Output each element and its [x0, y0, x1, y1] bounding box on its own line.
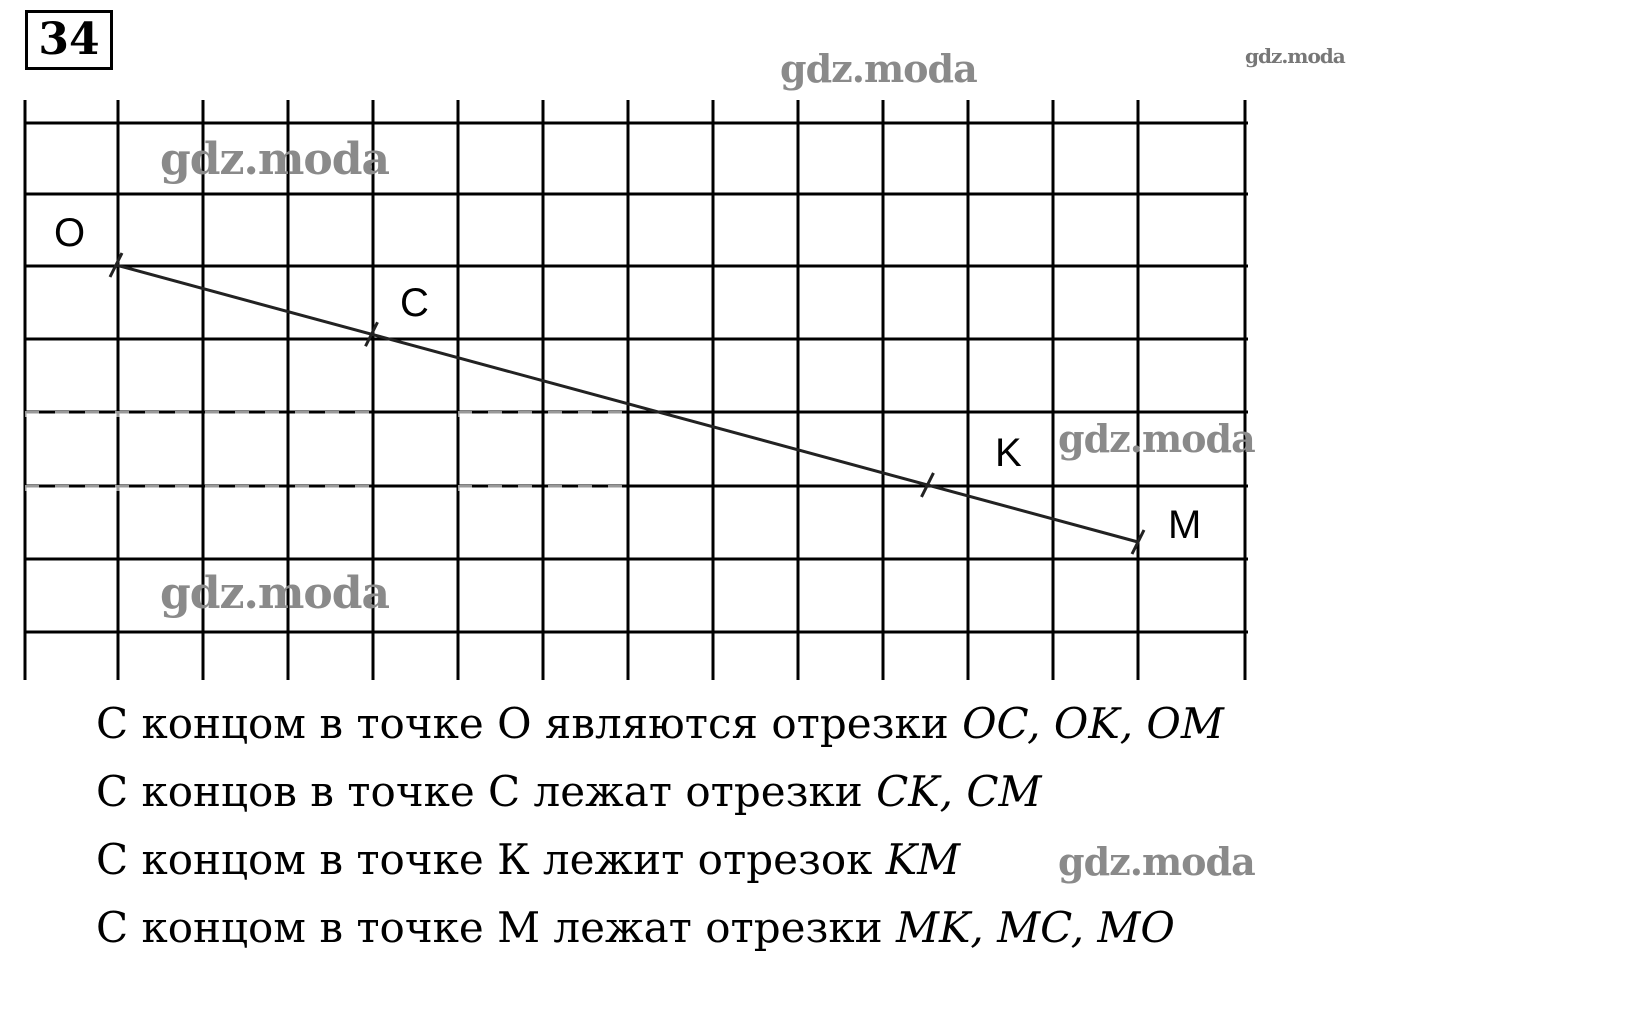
- answer-segments: CK, CM: [876, 767, 1042, 816]
- watermark: gdz.moda: [160, 134, 390, 185]
- point-label-k: K: [995, 431, 1022, 475]
- answer-text: С концом в точке О являются отрезки: [96, 699, 963, 748]
- answer-list: [96, 690, 1596, 962]
- point-label-o: O: [54, 211, 86, 255]
- erased-band: [25, 414, 628, 488]
- watermark: gdz.moda: [780, 46, 977, 91]
- answer-segments: KM: [885, 835, 961, 884]
- problem-number: 34: [25, 10, 113, 70]
- point-label-m: M: [1168, 503, 1202, 547]
- answer-line: [96, 690, 1596, 758]
- answer-text: С концом в точке К лежит отрезок: [96, 835, 886, 884]
- answer-segments: OC, OK, OM: [962, 699, 1224, 748]
- answer-segments: MK, MC, MO: [896, 903, 1175, 952]
- watermark: gdz.moda: [1058, 839, 1255, 884]
- answer-text: С концом в точке М лежат отрезки: [96, 903, 896, 952]
- answer-text: С концов в точке С лежат отрезки: [96, 767, 877, 816]
- answer-line: [96, 826, 1596, 894]
- watermark: gdz.moda: [160, 568, 390, 619]
- point-label-c: C: [400, 281, 429, 325]
- watermark: gdz.moda: [1245, 44, 1345, 68]
- watermark: gdz.moda: [1058, 416, 1255, 461]
- answer-line: [96, 758, 1596, 826]
- answer-line: [96, 894, 1596, 962]
